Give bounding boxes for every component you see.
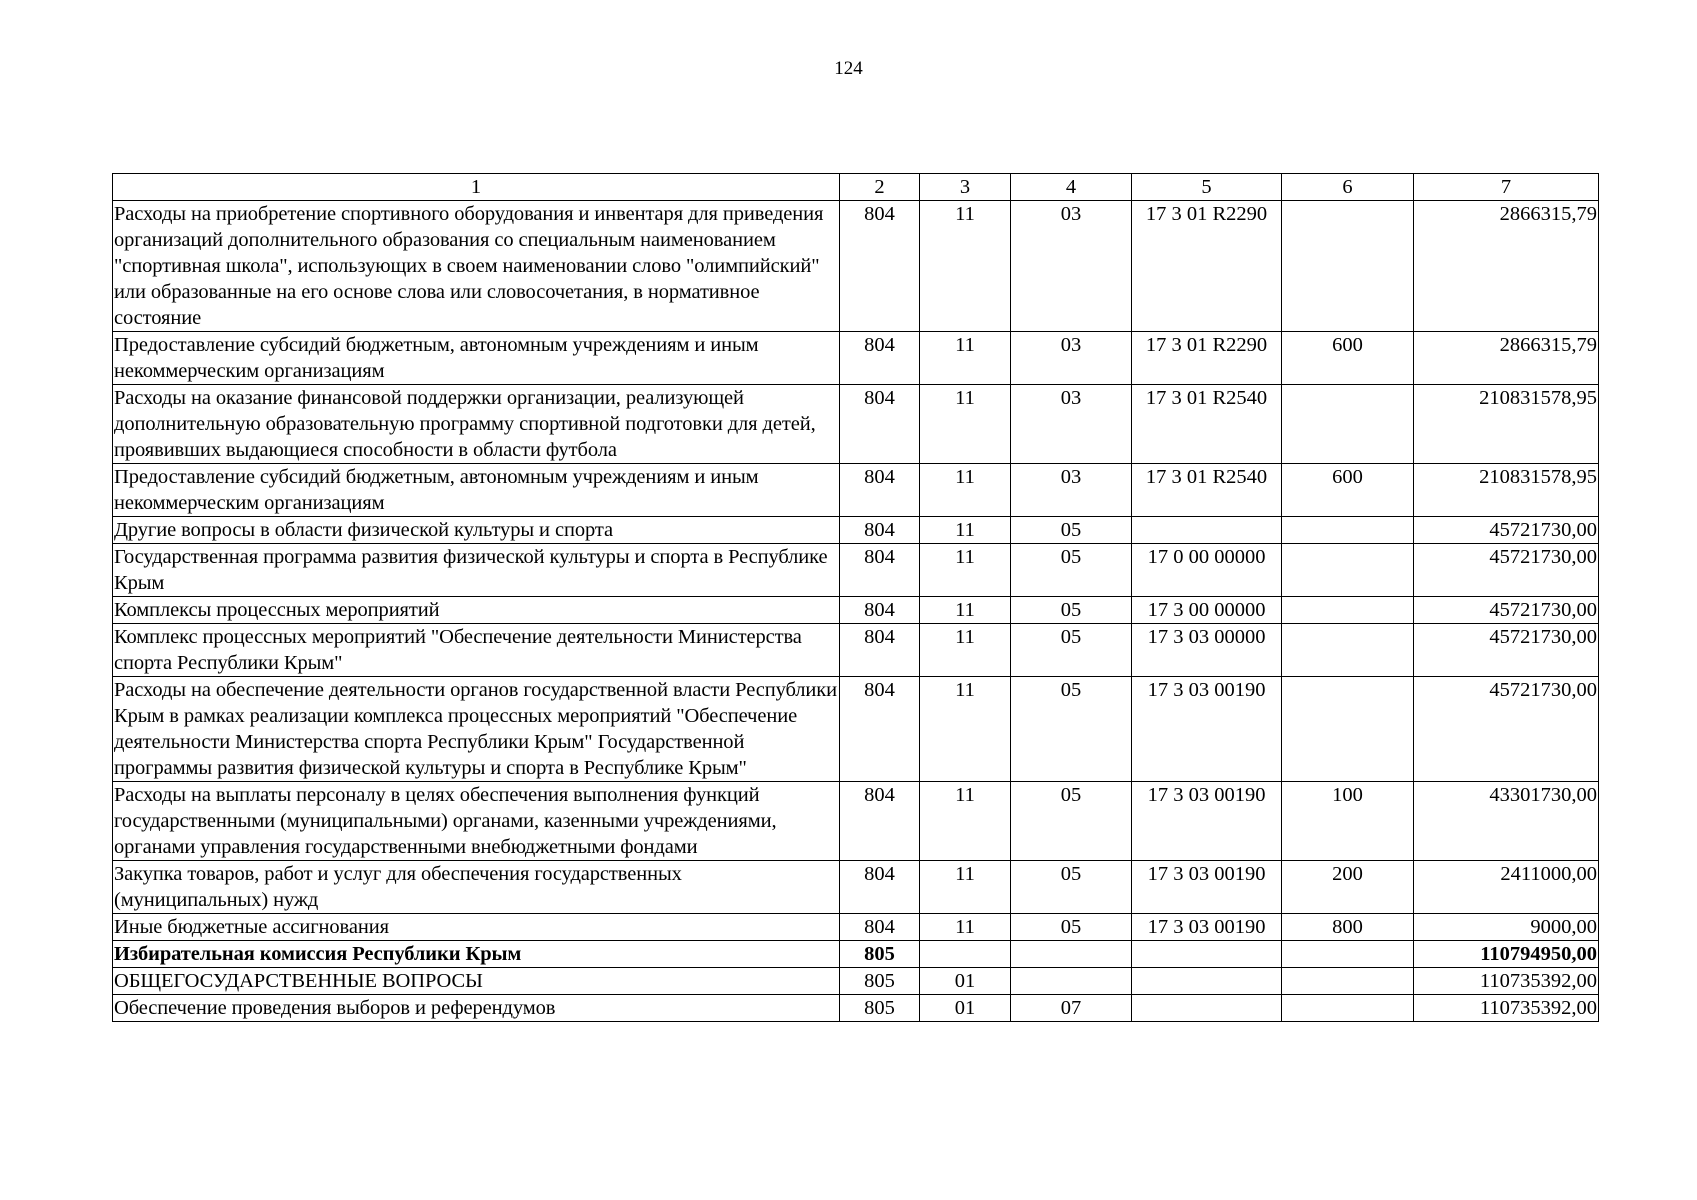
subsection-code-cell: 05 [1011, 782, 1132, 861]
row-name-cell: ОБЩЕГОСУДАРСТВЕННЫЕ ВОПРОСЫ [113, 968, 840, 995]
expense-type-cell: 600 [1282, 464, 1414, 517]
target-article-cell [1132, 968, 1282, 995]
expense-type-cell: 800 [1282, 914, 1414, 941]
row-name-cell: Расходы на выплаты персоналу в целях обеспечения выполнения функций государственными (муниципальными) органами, казенными учреждениями, органами управления государственными внебюджетными фондами [113, 782, 840, 861]
section-code-cell: 11 [920, 544, 1011, 597]
subsection-code-cell: 05 [1011, 597, 1132, 624]
subsection-code-cell [1011, 968, 1132, 995]
column-header: 4 [1011, 174, 1132, 201]
subsection-code-cell: 05 [1011, 624, 1132, 677]
target-article-cell: 17 0 00 00000 [1132, 544, 1282, 597]
subsection-code-cell: 05 [1011, 861, 1132, 914]
expense-type-cell [1282, 517, 1414, 544]
table-row [113, 385, 1599, 464]
section-code-cell: 11 [920, 914, 1011, 941]
subsection-code-cell: 03 [1011, 332, 1132, 385]
row-name-cell: Избирательная комиссия Республики Крым [113, 941, 840, 968]
admin-code-cell: 804 [840, 597, 920, 624]
section-code-cell: 01 [920, 968, 1011, 995]
subsection-code-cell [1011, 941, 1132, 968]
table-row [113, 914, 1599, 941]
row-name-cell: Расходы на обеспечение деятельности органов государственной власти Республики Крым в рамках реализации комплекса процессных мероприятий "Обеспечение деятельности Министерства спорта Республики Крым" Государственной программы развития физической культуры и спорта в Республике Крым" [113, 677, 840, 782]
target-article-cell [1132, 517, 1282, 544]
target-article-cell: 17 3 03 00190 [1132, 861, 1282, 914]
admin-code-cell: 805 [840, 995, 920, 1022]
expense-type-cell: 200 [1282, 861, 1414, 914]
column-header: 5 [1132, 174, 1282, 201]
amount-cell: 210831578,95 [1414, 385, 1599, 464]
target-article-cell: 17 3 01 R2290 [1132, 201, 1282, 332]
expense-type-cell [1282, 201, 1414, 332]
section-code-cell: 11 [920, 464, 1011, 517]
table-row [113, 782, 1599, 861]
target-article-cell: 17 3 03 00190 [1132, 914, 1282, 941]
amount-cell: 110735392,00 [1414, 995, 1599, 1022]
admin-code-cell: 804 [840, 201, 920, 332]
budget-table [112, 173, 1599, 1022]
target-article-cell: 17 3 03 00000 [1132, 624, 1282, 677]
row-name-cell: Предоставление субсидий бюджетным, автономным учреждениям и иным некоммерческим организациям [113, 332, 840, 385]
section-code-cell [920, 941, 1011, 968]
admin-code-cell: 805 [840, 968, 920, 995]
section-code-cell: 11 [920, 624, 1011, 677]
subsection-code-cell: 03 [1011, 464, 1132, 517]
column-header: 6 [1282, 174, 1414, 201]
expense-type-cell [1282, 385, 1414, 464]
section-code-cell: 11 [920, 201, 1011, 332]
target-article-cell: 17 3 01 R2290 [1132, 332, 1282, 385]
amount-cell: 45721730,00 [1414, 597, 1599, 624]
admin-code-cell: 804 [840, 464, 920, 517]
target-article-cell: 17 3 01 R2540 [1132, 385, 1282, 464]
amount-cell: 9000,00 [1414, 914, 1599, 941]
subsection-code-cell: 05 [1011, 544, 1132, 597]
table-row [113, 544, 1599, 597]
row-name-cell: Другие вопросы в области физической культуры и спорта [113, 517, 840, 544]
target-article-cell [1132, 941, 1282, 968]
section-code-cell: 11 [920, 517, 1011, 544]
amount-cell: 45721730,00 [1414, 517, 1599, 544]
expense-type-cell [1282, 624, 1414, 677]
admin-code-cell: 804 [840, 914, 920, 941]
admin-code-cell: 804 [840, 332, 920, 385]
target-article-cell [1132, 995, 1282, 1022]
subsection-code-cell: 05 [1011, 517, 1132, 544]
target-article-cell: 17 3 00 00000 [1132, 597, 1282, 624]
amount-cell: 2866315,79 [1414, 332, 1599, 385]
row-name-cell: Закупка товаров, работ и услуг для обеспечения государственных (муниципальных) нужд [113, 861, 840, 914]
table-row [113, 995, 1599, 1022]
subsection-code-cell: 05 [1011, 914, 1132, 941]
row-name-cell: Государственная программа развития физической культуры и спорта в Республике Крым [113, 544, 840, 597]
page-number: 124 [834, 58, 863, 79]
row-name-cell: Расходы на оказание финансовой поддержки организации, реализующей дополнительную образовательную программу спортивной подготовки для детей, проявивших выдающиеся способности в области футбола [113, 385, 840, 464]
amount-cell: 2866315,79 [1414, 201, 1599, 332]
admin-code-cell: 804 [840, 677, 920, 782]
target-article-cell: 17 3 01 R2540 [1132, 464, 1282, 517]
section-code-cell: 11 [920, 385, 1011, 464]
amount-cell: 2411000,00 [1414, 861, 1599, 914]
expense-type-cell [1282, 544, 1414, 597]
section-code-cell: 01 [920, 995, 1011, 1022]
amount-cell: 110794950,00 [1414, 941, 1599, 968]
row-name-cell: Иные бюджетные ассигнования [113, 914, 840, 941]
table-header-row [113, 174, 1599, 201]
subsection-code-cell: 03 [1011, 201, 1132, 332]
amount-cell: 210831578,95 [1414, 464, 1599, 517]
column-header: 7 [1414, 174, 1599, 201]
row-name-cell: Расходы на приобретение спортивного оборудования и инвентаря для приведения организаций дополнительного образования со специальным наименованием "спортивная школа", использующих в своем наименовании слово "олимпийский" или образованные на его основе слова или словосочетания, в нормативное состояние [113, 201, 840, 332]
table-row [113, 677, 1599, 782]
row-name-cell: Обеспечение проведения выборов и референдумов [113, 995, 840, 1022]
admin-code-cell: 804 [840, 861, 920, 914]
amount-cell: 45721730,00 [1414, 677, 1599, 782]
column-header: 3 [920, 174, 1011, 201]
row-name-cell: Комплекс процессных мероприятий "Обеспечение деятельности Министерства спорта Республики Крым" [113, 624, 840, 677]
target-article-cell: 17 3 03 00190 [1132, 677, 1282, 782]
subsection-code-cell: 07 [1011, 995, 1132, 1022]
admin-code-cell: 804 [840, 624, 920, 677]
admin-code-cell: 804 [840, 544, 920, 597]
section-code-cell: 11 [920, 332, 1011, 385]
column-header: 2 [840, 174, 920, 201]
table-row [113, 332, 1599, 385]
table-row [113, 201, 1599, 332]
table-row [113, 517, 1599, 544]
table-row [113, 968, 1599, 995]
section-code-cell: 11 [920, 597, 1011, 624]
section-code-cell: 11 [920, 782, 1011, 861]
expense-type-cell [1282, 968, 1414, 995]
table-row [113, 941, 1599, 968]
amount-cell: 45721730,00 [1414, 624, 1599, 677]
column-header: 1 [113, 174, 840, 201]
section-code-cell: 11 [920, 677, 1011, 782]
expense-type-cell [1282, 941, 1414, 968]
admin-code-cell: 804 [840, 517, 920, 544]
expense-type-cell [1282, 995, 1414, 1022]
expense-type-cell: 600 [1282, 332, 1414, 385]
table-body [113, 201, 1599, 1022]
admin-code-cell: 804 [840, 385, 920, 464]
subsection-code-cell: 03 [1011, 385, 1132, 464]
amount-cell: 45721730,00 [1414, 544, 1599, 597]
row-name-cell: Комплексы процессных мероприятий [113, 597, 840, 624]
table-row [113, 624, 1599, 677]
table-row [113, 464, 1599, 517]
row-name-cell: Предоставление субсидий бюджетным, автономным учреждениям и иным некоммерческим организациям [113, 464, 840, 517]
amount-cell: 110735392,00 [1414, 968, 1599, 995]
expense-type-cell [1282, 597, 1414, 624]
table-row [113, 861, 1599, 914]
amount-cell: 43301730,00 [1414, 782, 1599, 861]
subsection-code-cell: 05 [1011, 677, 1132, 782]
section-code-cell: 11 [920, 861, 1011, 914]
expense-type-cell [1282, 677, 1414, 782]
expense-type-cell: 100 [1282, 782, 1414, 861]
target-article-cell: 17 3 03 00190 [1132, 782, 1282, 861]
table-row [113, 597, 1599, 624]
admin-code-cell: 805 [840, 941, 920, 968]
admin-code-cell: 804 [840, 782, 920, 861]
